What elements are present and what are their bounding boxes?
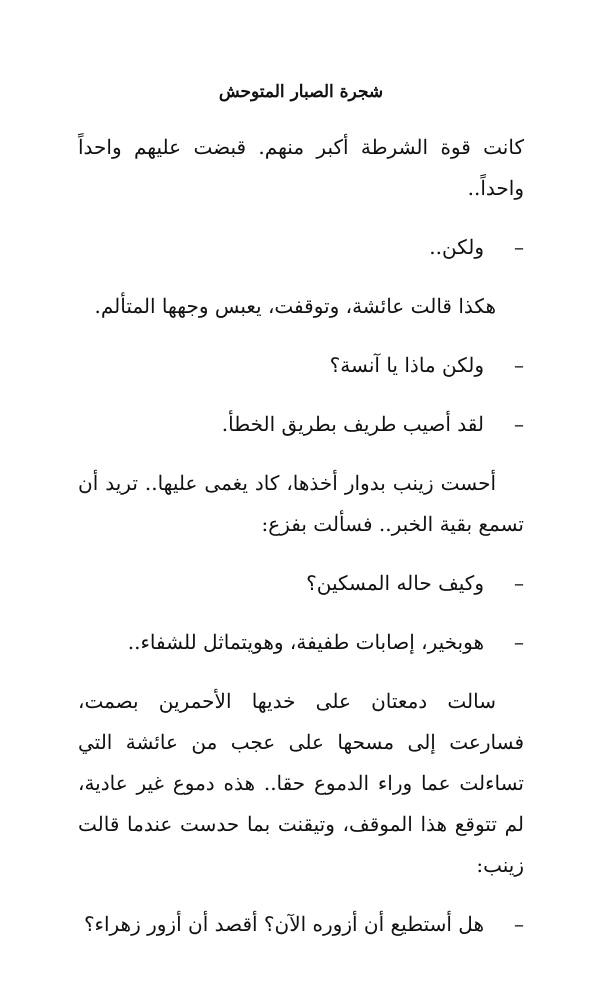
body-text <box>78 127 524 963</box>
dialogue-dash: – <box>514 235 524 259</box>
dialogue-dash: – <box>514 571 524 595</box>
page-title: شجرة الصبار المتوحش <box>218 82 384 102</box>
dialogue-text: ولكن.. <box>429 235 484 259</box>
dialogue-line <box>78 345 524 386</box>
paragraph: سالت دمعتان على خديها الأحمرين بصمت، فسارعت إلى مسحها على عجب من عائشة التي تساءلت عما وراء الدموع حقا.. هذه دموع غير عادية، لم تتوقع هذا الموقف، وتيقنت بما حدست عندما قالت زينب: <box>78 689 525 877</box>
paragraph: أحست زينب بدوار أخذها، كاد يغمى عليها.. تريد أن تسمع بقية الخبر.. فسألت بفزع: <box>78 471 524 536</box>
dialogue-text: وكيف حاله المسكين؟ <box>306 571 484 595</box>
dialogue-line <box>78 227 524 268</box>
dialogue-dash: – <box>514 912 524 936</box>
paragraph: كانت قوة الشرطة أكبر منهم. قبضت عليهم واحداً واحداً.. <box>78 135 524 200</box>
dialogue-dash: – <box>514 412 524 436</box>
dialogue-text: ولكن ماذا يا آنسة؟ <box>329 353 484 377</box>
dialogue-text: لقد أصيب طريف بطريق الخطأ. <box>221 412 484 436</box>
dialogue-line <box>78 563 524 604</box>
dialogue-text: هوبخير، إصابات طفيفة، وهويتماثل للشفاء.. <box>127 630 484 654</box>
dialogue-line <box>78 904 524 945</box>
dialogue-dash: – <box>514 353 524 377</box>
dialogue-line <box>78 404 524 445</box>
dialogue-line <box>78 622 524 663</box>
dialogue-text: هل أستطيع أن أزوره الآن؟ أقصد أن أزور زهراء؟ <box>83 912 484 936</box>
dialogue-dash: – <box>514 630 524 654</box>
paragraph: هكذا قالت عائشة، وتوقفت، يعبس وجهها المتألم. <box>94 294 496 318</box>
